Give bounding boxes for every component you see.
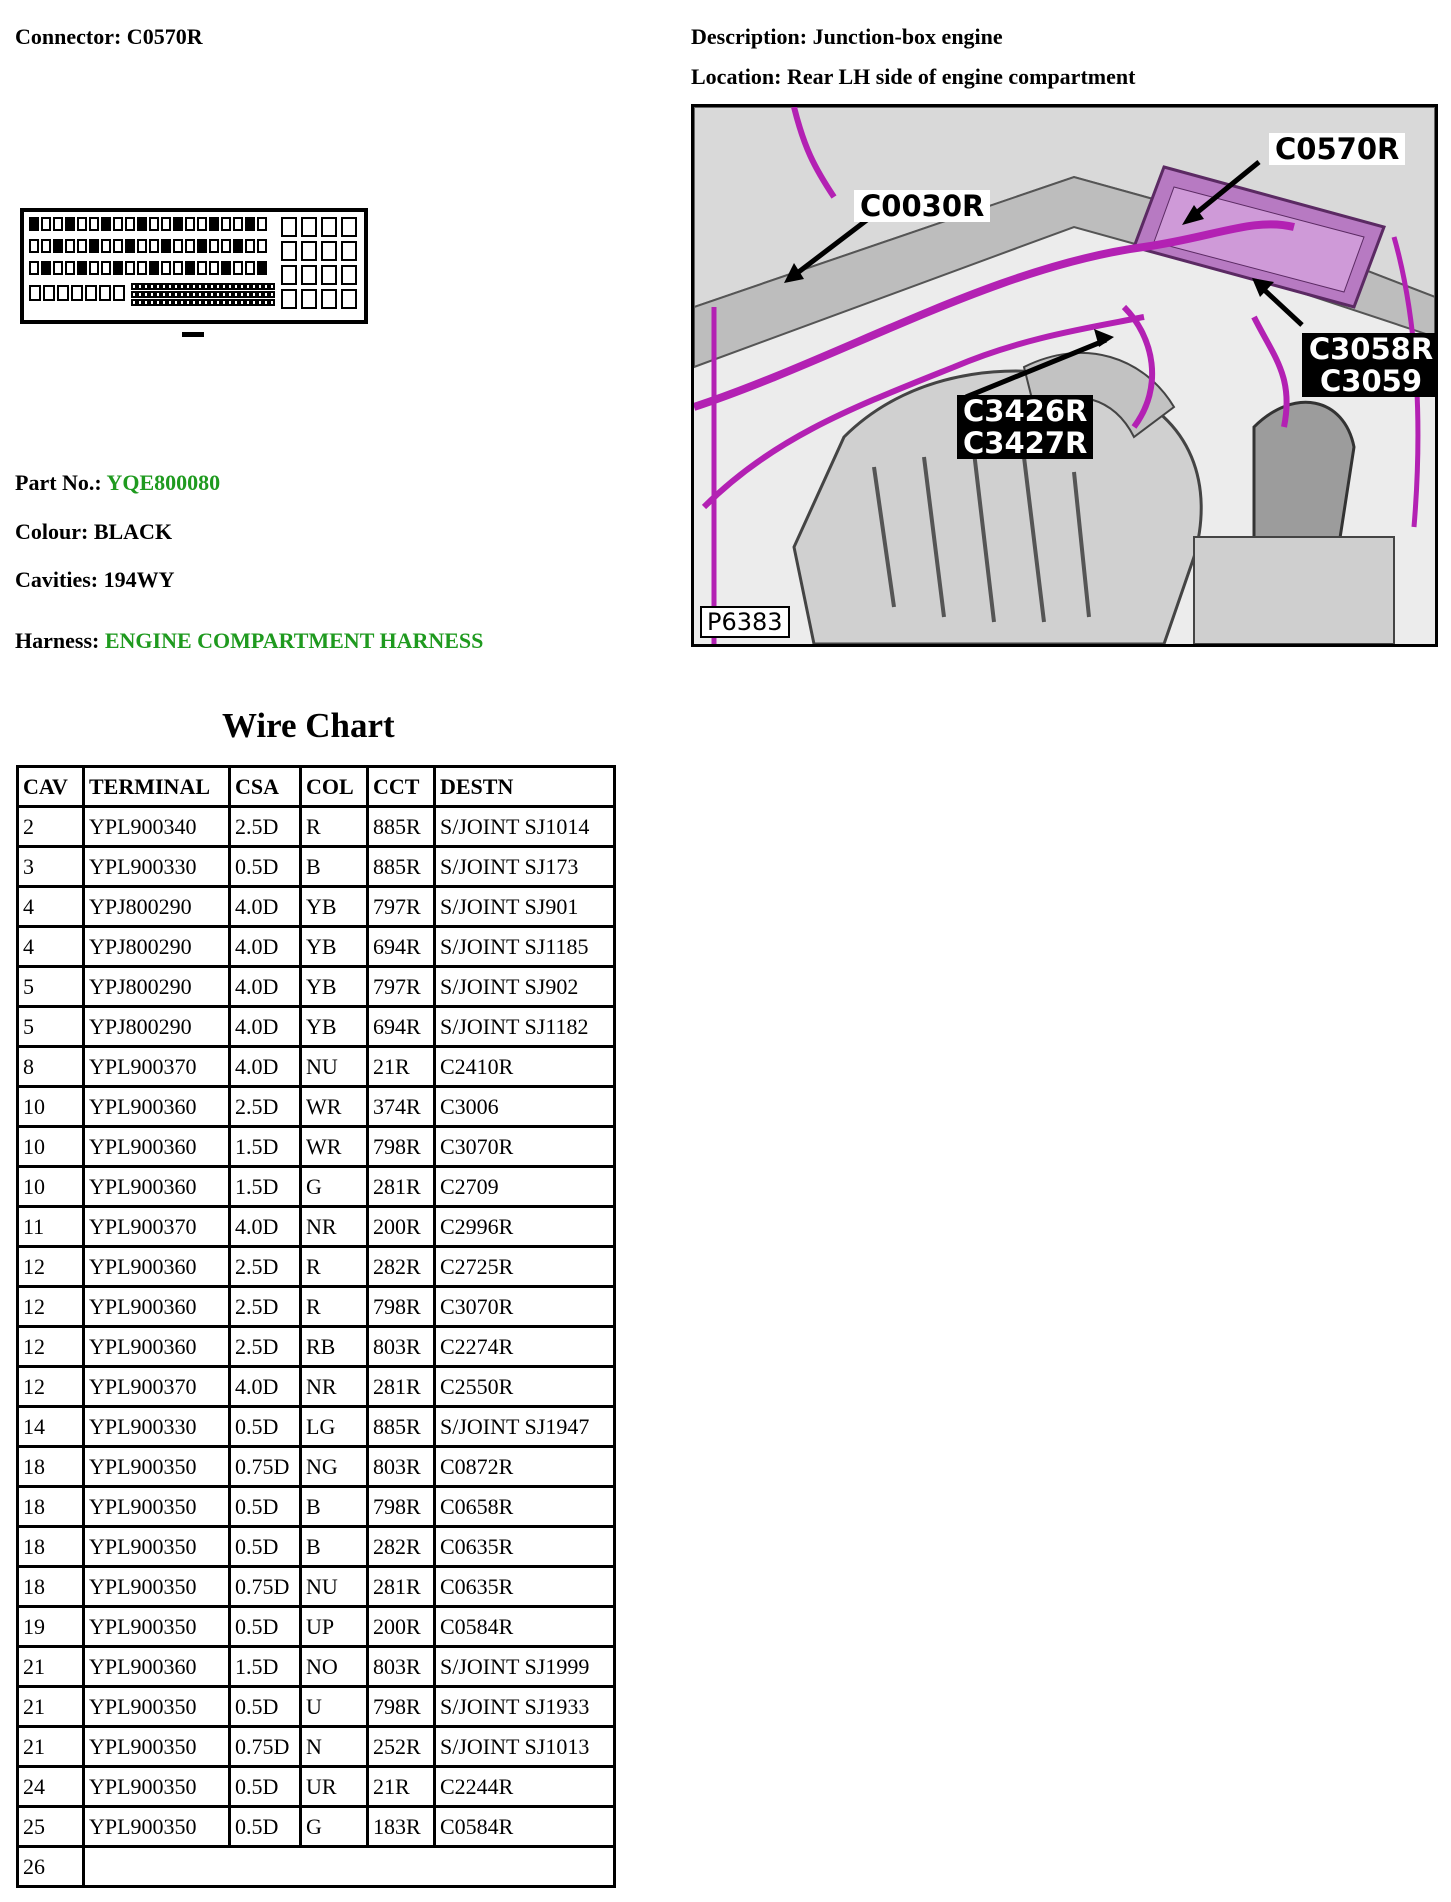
cell-cav: 12 <box>19 1328 85 1368</box>
cell-terminal: YPL900350 <box>85 1608 231 1648</box>
cell-terminal: YPL900350 <box>85 1448 231 1488</box>
cell-csa: 4.0D <box>231 968 302 1008</box>
cell-cav: 14 <box>19 1408 85 1448</box>
cell-terminal: YPL900360 <box>85 1088 231 1128</box>
cell-cct: 183R <box>369 1808 436 1848</box>
cell-col: G <box>302 1808 369 1848</box>
part-number-caption: Part No.: <box>15 470 102 495</box>
cell-col: YB <box>302 888 369 928</box>
cell-terminal: YPL900330 <box>85 1408 231 1448</box>
cell-destn: C2996R <box>436 1208 613 1248</box>
cell-terminal: YPL900360 <box>85 1248 231 1288</box>
cell-csa: 0.5D <box>231 1808 302 1848</box>
cell-csa: 2.5D <box>231 1328 302 1368</box>
table-row <box>19 1528 613 1568</box>
description-label: Description: Junction-box engine <box>691 24 1003 49</box>
table-row <box>19 1608 613 1648</box>
cell-cct: 374R <box>369 1088 436 1128</box>
cell-cct: 694R <box>369 928 436 968</box>
cell-csa: 2.5D <box>231 1088 302 1128</box>
cell-destn: S/JOINT SJ1185 <box>436 928 613 968</box>
cell-cav: 8 <box>19 1048 85 1088</box>
cell-cct: 798R <box>369 1288 436 1328</box>
cell-cct: 797R <box>369 968 436 1008</box>
cell-destn: C2709 <box>436 1168 613 1208</box>
cell-destn: C2410R <box>436 1048 613 1088</box>
cell-cct: 798R <box>369 1128 436 1168</box>
wire-chart-table <box>16 765 616 1888</box>
cell-csa: 0.5D <box>231 1608 302 1648</box>
table-row <box>19 1168 613 1208</box>
cell-terminal: YPJ800290 <box>85 1008 231 1048</box>
col-destn: DESTN <box>436 768 613 808</box>
callout-c3058r: C3058R <box>1308 332 1434 366</box>
table-row <box>19 848 613 888</box>
cell-cct: 282R <box>369 1528 436 1568</box>
wire-chart-body <box>19 808 613 1885</box>
cell-cav: 21 <box>19 1688 85 1728</box>
connector-label: Connector: C0570R <box>15 24 203 49</box>
cell-col: NU <box>302 1568 369 1608</box>
cell-cct: 885R <box>369 848 436 888</box>
table-row <box>19 1128 613 1168</box>
cell-cct: 252R <box>369 1728 436 1768</box>
cell-csa: 0.5D <box>231 1768 302 1808</box>
cell-destn: C3006 <box>436 1088 613 1128</box>
cell-col: YB <box>302 968 369 1008</box>
table-row <box>19 1208 613 1248</box>
cell-csa: 0.5D <box>231 1488 302 1528</box>
cell-csa: 0.5D <box>231 1528 302 1568</box>
cell-destn: C2274R <box>436 1328 613 1368</box>
cell-col: G <box>302 1168 369 1208</box>
cell-col: YB <box>302 1008 369 1048</box>
cell-terminal: YPL900350 <box>85 1768 231 1808</box>
cell-col: N <box>302 1728 369 1768</box>
cell-terminal: YPL900360 <box>85 1288 231 1328</box>
col-col: COL <box>302 768 369 808</box>
cell-destn: C0872R <box>436 1448 613 1488</box>
table-row <box>19 888 613 928</box>
cell-terminal: YPL900370 <box>85 1048 231 1088</box>
table-row <box>19 928 613 968</box>
harness-label <box>15 628 483 654</box>
cell-terminal: YPL900370 <box>85 1208 231 1248</box>
cell-cav: 2 <box>19 808 85 848</box>
cell-col: R <box>302 808 369 848</box>
cavities-label: Cavities: 194WY <box>15 567 175 592</box>
cell-col: NO <box>302 1648 369 1688</box>
col-terminal: TERMINAL <box>85 768 231 808</box>
cell-col: R <box>302 1288 369 1328</box>
cell-destn: S/JOINT SJ1947 <box>436 1408 613 1448</box>
cell-cav: 12 <box>19 1368 85 1408</box>
table-row <box>19 1408 613 1448</box>
cell-csa: 1.5D <box>231 1648 302 1688</box>
cell-cav: 12 <box>19 1288 85 1328</box>
callout-c3426r: C3426R <box>963 394 1088 428</box>
cell-terminal: YPL900350 <box>85 1808 231 1848</box>
table-row <box>19 1288 613 1328</box>
callout-c3427r: C3427R <box>963 426 1088 460</box>
part-number-label <box>15 470 220 496</box>
table-row <box>19 1248 613 1288</box>
cell-terminal: YPL900350 <box>85 1488 231 1528</box>
cell-destn: C0584R <box>436 1808 613 1848</box>
cell-cav: 4 <box>19 888 85 928</box>
cell-cav: 24 <box>19 1768 85 1808</box>
cell-terminal: YPL900350 <box>85 1528 231 1568</box>
cell-csa: 4.0D <box>231 888 302 928</box>
cell-terminal: YPL900350 <box>85 1728 231 1768</box>
photo-id-badge: P6383 <box>700 606 790 638</box>
cell-cav: 18 <box>19 1448 85 1488</box>
cell-col: NR <box>302 1208 369 1248</box>
table-row <box>19 808 613 848</box>
cell-destn: S/JOINT SJ1999 <box>436 1648 613 1688</box>
cell-col: NU <box>302 1048 369 1088</box>
cell-col: WR <box>302 1088 369 1128</box>
cell-destn: C2550R <box>436 1368 613 1408</box>
cell-destn: S/JOINT SJ1933 <box>436 1688 613 1728</box>
harness-caption: Harness: <box>15 628 100 653</box>
cell-cct: 21R <box>369 1048 436 1088</box>
cell-col: UR <box>302 1768 369 1808</box>
col-csa: CSA <box>231 768 302 808</box>
cell-empty <box>85 1848 613 1885</box>
table-row <box>19 1568 613 1608</box>
cell-cct: 798R <box>369 1688 436 1728</box>
cell-cct: 885R <box>369 808 436 848</box>
cell-cct: 885R <box>369 1408 436 1448</box>
cell-cav: 10 <box>19 1128 85 1168</box>
cell-csa: 4.0D <box>231 928 302 968</box>
cell-terminal: YPJ800290 <box>85 928 231 968</box>
cell-destn: S/JOINT SJ901 <box>436 888 613 928</box>
cell-csa: 4.0D <box>231 1368 302 1408</box>
cell-terminal: YPL900360 <box>85 1648 231 1688</box>
cell-destn: C0658R <box>436 1488 613 1528</box>
cell-cct: 200R <box>369 1208 436 1248</box>
cell-terminal: YPL900340 <box>85 808 231 848</box>
callout-c3058r-c3059 <box>1302 333 1438 397</box>
cell-destn: S/JOINT SJ1182 <box>436 1008 613 1048</box>
cell-cav: 21 <box>19 1728 85 1768</box>
cell-col: RB <box>302 1328 369 1368</box>
connector-face-diagram <box>20 208 370 344</box>
cell-cav: 4 <box>19 928 85 968</box>
cell-cav: 3 <box>19 848 85 888</box>
cell-cct: 694R <box>369 1008 436 1048</box>
cell-cct: 281R <box>369 1168 436 1208</box>
col-cct: CCT <box>369 768 436 808</box>
cell-cav: 19 <box>19 1608 85 1648</box>
cell-cav: 11 <box>19 1208 85 1248</box>
table-row <box>19 1328 613 1368</box>
cell-col: LG <box>302 1408 369 1448</box>
cell-csa: 4.0D <box>231 1048 302 1088</box>
cell-csa: 0.75D <box>231 1568 302 1608</box>
wire-chart-title: Wire Chart <box>222 706 395 745</box>
cell-cct: 803R <box>369 1448 436 1488</box>
cell-csa: 2.5D <box>231 808 302 848</box>
col-cav: CAV <box>19 768 85 808</box>
cell-col: NG <box>302 1448 369 1488</box>
cell-csa: 0.5D <box>231 1688 302 1728</box>
cell-cct: 803R <box>369 1328 436 1368</box>
cell-terminal: YPL900350 <box>85 1568 231 1608</box>
cell-csa: 2.5D <box>231 1248 302 1288</box>
colour-label: Colour: BLACK <box>15 519 173 544</box>
cell-col: B <box>302 848 369 888</box>
table-row <box>19 1848 613 1885</box>
cell-col: WR <box>302 1128 369 1168</box>
table-row <box>19 1088 613 1128</box>
cell-cav: 5 <box>19 1008 85 1048</box>
cell-terminal: YPL900350 <box>85 1688 231 1728</box>
table-row <box>19 1008 613 1048</box>
cell-terminal: YPL900360 <box>85 1128 231 1168</box>
cell-csa: 1.5D <box>231 1128 302 1168</box>
cell-csa: 0.5D <box>231 848 302 888</box>
cell-csa: 2.5D <box>231 1288 302 1328</box>
location-photo <box>691 104 1438 647</box>
cell-col: B <box>302 1488 369 1528</box>
location-label: Location: Rear LH side of engine compartment <box>691 64 1136 89</box>
cell-terminal: YPL900360 <box>85 1328 231 1368</box>
cell-cav: 21 <box>19 1648 85 1688</box>
cell-col: B <box>302 1528 369 1568</box>
cell-destn: S/JOINT SJ1013 <box>436 1728 613 1768</box>
cell-destn: C0635R <box>436 1528 613 1568</box>
cell-destn: C0584R <box>436 1608 613 1648</box>
cell-cav: 18 <box>19 1488 85 1528</box>
cell-destn: S/JOINT SJ902 <box>436 968 613 1008</box>
table-row <box>19 1048 613 1088</box>
cell-col: U <box>302 1688 369 1728</box>
cell-cav: 18 <box>19 1528 85 1568</box>
cell-csa: 0.75D <box>231 1728 302 1768</box>
table-row <box>19 1728 613 1768</box>
cell-cct: 281R <box>369 1368 436 1408</box>
table-row <box>19 1488 613 1528</box>
wire-chart-header-row <box>19 768 613 808</box>
cell-cav: 5 <box>19 968 85 1008</box>
cell-terminal: YPL900360 <box>85 1168 231 1208</box>
table-row <box>19 1768 613 1808</box>
cell-cav: 25 <box>19 1808 85 1848</box>
cell-cct: 21R <box>369 1768 436 1808</box>
cell-destn: S/JOINT SJ173 <box>436 848 613 888</box>
cell-col: R <box>302 1248 369 1288</box>
callout-c3059: C3059 <box>1320 364 1422 398</box>
cell-terminal: YPL900330 <box>85 848 231 888</box>
cell-cav: 10 <box>19 1088 85 1128</box>
cell-cct: 797R <box>369 888 436 928</box>
table-row <box>19 1448 613 1488</box>
cell-destn: C2244R <box>436 1768 613 1808</box>
cell-csa: 0.75D <box>231 1448 302 1488</box>
cell-csa: 4.0D <box>231 1208 302 1248</box>
cell-cct: 282R <box>369 1248 436 1288</box>
table-row <box>19 1368 613 1408</box>
cell-terminal: YPL900370 <box>85 1368 231 1408</box>
cell-cct: 200R <box>369 1608 436 1648</box>
cell-cav: 26 <box>19 1848 85 1885</box>
cell-col: UP <box>302 1608 369 1648</box>
cell-terminal: YPJ800290 <box>85 968 231 1008</box>
cell-destn: C0635R <box>436 1568 613 1608</box>
cell-cct: 281R <box>369 1568 436 1608</box>
cell-terminal: YPJ800290 <box>85 888 231 928</box>
table-row <box>19 1808 613 1848</box>
cell-csa: 1.5D <box>231 1168 302 1208</box>
callout-c0570r: C0570R <box>1269 133 1405 165</box>
cell-csa: 0.5D <box>231 1408 302 1448</box>
part-number-link[interactable]: YQE800080 <box>106 470 221 495</box>
cell-destn: C3070R <box>436 1128 613 1168</box>
cell-cct: 798R <box>369 1488 436 1528</box>
cell-csa: 4.0D <box>231 1008 302 1048</box>
cell-cav: 10 <box>19 1168 85 1208</box>
cell-col: YB <box>302 928 369 968</box>
table-row <box>19 1648 613 1688</box>
table-row <box>19 968 613 1008</box>
cell-col: NR <box>302 1368 369 1408</box>
table-row <box>19 1688 613 1728</box>
cell-cav: 12 <box>19 1248 85 1288</box>
callout-c3426r-c3427r <box>957 395 1093 459</box>
cell-cav: 18 <box>19 1568 85 1608</box>
cell-destn: C3070R <box>436 1288 613 1328</box>
harness-link[interactable]: ENGINE COMPARTMENT HARNESS <box>104 628 484 653</box>
callout-c0030r: C0030R <box>854 190 990 222</box>
cell-destn: C2725R <box>436 1248 613 1288</box>
cell-destn: S/JOINT SJ1014 <box>436 808 613 848</box>
cell-cct: 803R <box>369 1648 436 1688</box>
